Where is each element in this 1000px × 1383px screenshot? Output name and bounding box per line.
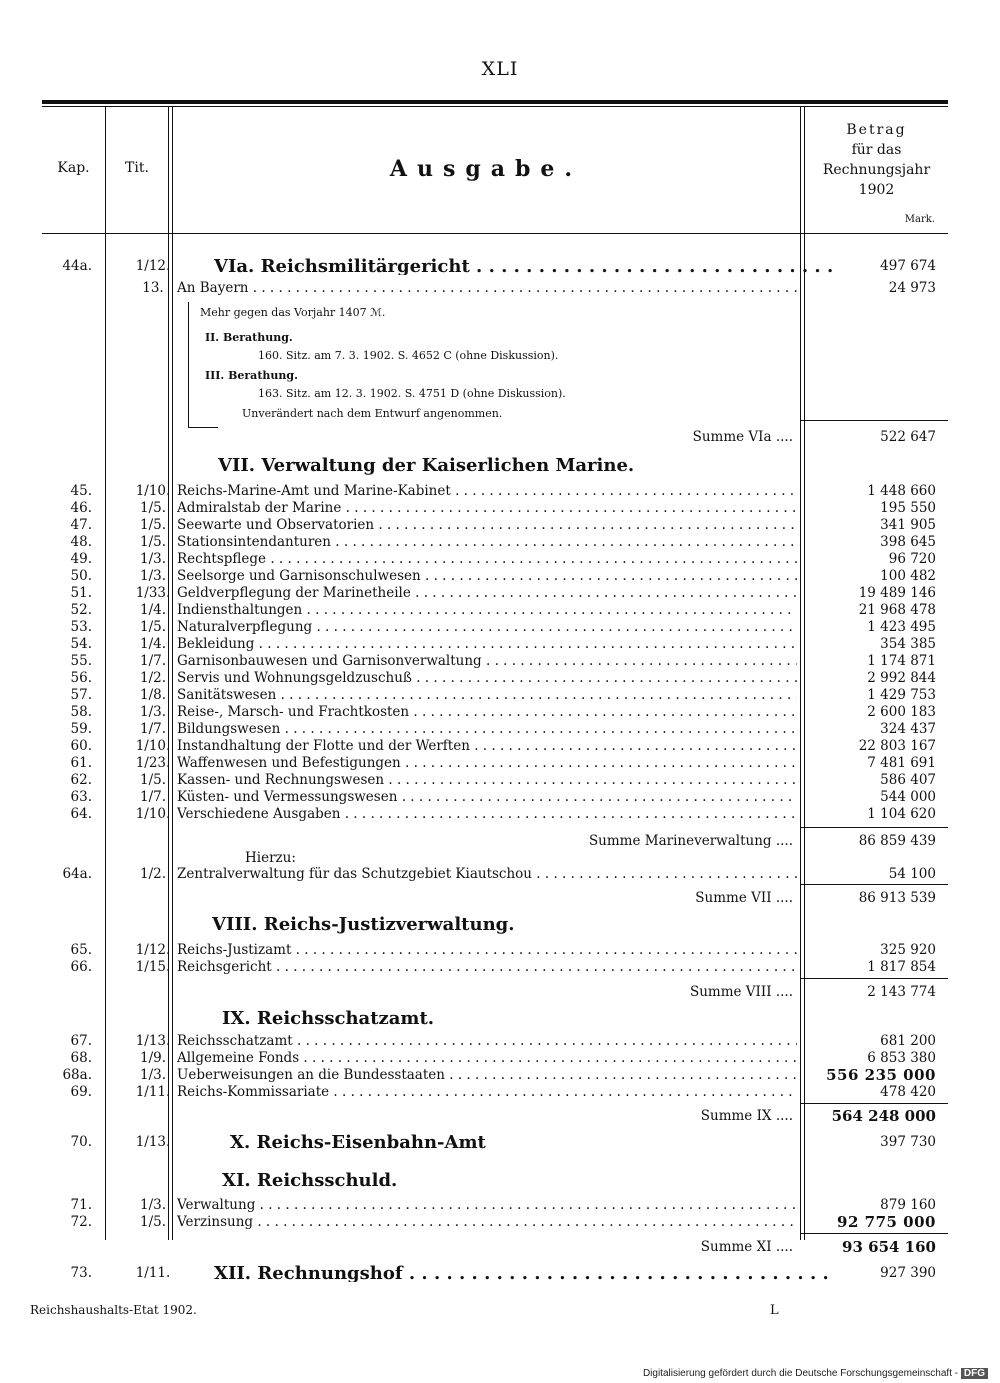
footer-etat: Reichshaushalts-Etat 1902. — [30, 1303, 197, 1317]
kap-cell: 63. — [70, 789, 92, 805]
sum-amount: 2 143 774 — [867, 984, 936, 1000]
tit-cell: 1/3. — [139, 551, 167, 567]
amount-cell: 324 437 — [880, 721, 936, 737]
amount-cell: 556 235 000 — [826, 1066, 936, 1084]
table-row — [42, 1050, 948, 1067]
tit-cell: 1/9. — [139, 1050, 167, 1066]
kap-cell: 70. — [70, 1134, 92, 1150]
header-amount-unit: Mark. — [904, 214, 935, 225]
amount-cell: 341 905 — [880, 517, 936, 533]
label-cell: Ueberweisungen an die Bundesstaaten . . . — [177, 1067, 797, 1084]
label-cell: Seewarte und Observatorien . . . — [177, 517, 797, 534]
table-row — [42, 806, 948, 823]
amount-cell: 1 104 620 — [867, 806, 936, 822]
dfg-credit-text: Digitalisierung gefördert durch die Deutsche Forschungsgemeinschaft - — [642, 1368, 959, 1379]
kap-cell: 58. — [70, 704, 92, 720]
amount-cell: 7 481 691 — [867, 755, 936, 771]
table-row — [42, 1134, 948, 1154]
kap-cell: 73. — [70, 1265, 92, 1281]
label-cell: Verwaltung . . . — [177, 1197, 797, 1214]
label-cell: Zentralverwaltung für das Schutzgebiet Kiautschou . . . — [177, 866, 797, 883]
label-cell: Servis und Wohnungsgeldzuschuß . . . — [177, 670, 797, 687]
tit-cell: 1/7. — [139, 789, 167, 805]
kap-cell: 48. — [70, 534, 92, 550]
kap-cell: 44a. — [62, 258, 92, 274]
label-cell: Bildungswesen . . . — [177, 721, 797, 738]
page-number: XLI — [481, 58, 519, 80]
section-title-vIa: VIa. Reichsmilitärgericht . . . — [214, 258, 834, 275]
tit-cell: 1/3. — [139, 1197, 167, 1213]
note-bracket — [188, 302, 189, 427]
note-third-reading: III. Berathung. — [205, 369, 298, 382]
tit-cell: 1/33. — [135, 585, 171, 601]
table-row — [42, 866, 948, 883]
amount-cell: 354 385 — [880, 636, 936, 652]
tit-cell: 1/8. — [139, 687, 167, 703]
amount-cell: 397 730 — [880, 1134, 936, 1150]
label-cell: Verzinsung . . . — [177, 1214, 797, 1231]
label-cell: Reichsschatzamt . . . — [177, 1033, 797, 1050]
header-amount-l3: Rechnungsjahr — [822, 162, 931, 178]
note-second-reading: II. Berathung. — [205, 331, 293, 344]
note-third-reading-detail: 163. Sitz. am 12. 3. 1902. S. 4751 D (ohne Diskussion). — [258, 387, 566, 400]
note-vorjahr: Mehr gegen das Vorjahr 1407 ℳ. — [200, 306, 386, 319]
table-row — [42, 585, 948, 602]
sum-row — [42, 428, 948, 446]
hierzu-label: Hierzu: — [245, 850, 296, 866]
kap-cell: 60. — [70, 738, 92, 754]
amount-cell: 6 853 380 — [867, 1050, 936, 1066]
tit-cell: 1/5. — [139, 534, 167, 550]
label-cell: Allgemeine Fonds . . . — [177, 1050, 797, 1067]
sum-amount: 93 654 160 — [842, 1238, 936, 1256]
amount-cell: 2 992 844 — [867, 670, 936, 686]
kap-cell: 52. — [70, 602, 92, 618]
tit-cell: 1/7. — [139, 721, 167, 737]
tit-cell: 1/2. — [139, 670, 167, 686]
kap-cell: 64a. — [62, 866, 92, 882]
table-row — [42, 959, 948, 976]
tit-cell: 1/3. — [139, 704, 167, 720]
amount-cell: 96 720 — [888, 551, 936, 567]
header-ausgabe: Ausgabe. — [389, 156, 583, 182]
tit-cell: 1/12. — [135, 942, 171, 958]
table-row — [42, 483, 948, 500]
kap-cell: 49. — [70, 551, 92, 567]
footer-dfg-credit — [643, 1368, 988, 1379]
kap-cell: 45. — [70, 483, 92, 499]
kap-cell: 66. — [70, 959, 92, 975]
header-bottom-rule — [42, 233, 948, 234]
note-second-reading-detail: 160. Sitz. am 7. 3. 1902. S. 4652 C (ohne Diskussion). — [258, 349, 559, 362]
table-row — [42, 636, 948, 653]
header-amount-l2: für das — [851, 142, 902, 158]
kap-cell: 68a. — [62, 1067, 92, 1083]
label-cell: Reichsgericht . . . — [177, 959, 797, 976]
sum-label: Summe Marineverwaltung .... — [588, 833, 793, 849]
tit-cell: 1/11. — [135, 1084, 171, 1100]
amount-cell: 22 803 167 — [858, 738, 936, 754]
amount-cell: 1 448 660 — [867, 483, 936, 499]
kap-cell: 59. — [70, 721, 92, 737]
tit-cell: 1/13. — [135, 1134, 171, 1150]
amount-cell: 2 600 183 — [867, 704, 936, 720]
tit-cell: 1/11. — [135, 1265, 171, 1281]
kap-cell: 47. — [70, 517, 92, 533]
table-row — [42, 1265, 948, 1285]
kap-cell: 65. — [70, 942, 92, 958]
tit-cell: 1/13. — [135, 1033, 171, 1049]
amount-cell: 478 420 — [880, 1084, 936, 1100]
tit-cell: 1/15. — [135, 959, 171, 975]
sum-rule — [800, 420, 948, 421]
sum-amount: 86 859 439 — [858, 833, 936, 849]
amount-cell: 195 550 — [880, 500, 936, 516]
table-row — [42, 721, 948, 738]
sum-label: Summe VIII .... — [689, 984, 793, 1000]
amount-cell: 1 174 871 — [867, 653, 936, 669]
tit-cell: 1/10. — [135, 483, 171, 499]
amount-cell: 1 817 854 — [867, 959, 936, 975]
amount-cell: 681 200 — [880, 1033, 936, 1049]
label-cell: Naturalverpflegung . . . — [177, 619, 797, 636]
table-row — [42, 755, 948, 772]
kap-cell: 64. — [70, 806, 92, 822]
tit-cell: 1/2. — [139, 866, 167, 882]
section-title-xII: XII. Rechnungshof . . . — [214, 1265, 834, 1282]
footer-signature: L — [770, 1303, 779, 1318]
tit-cell: 1/4. — [139, 636, 167, 652]
kap-cell: 72. — [70, 1214, 92, 1230]
table-row — [42, 772, 948, 789]
table-row — [42, 687, 948, 704]
table-row — [42, 602, 948, 619]
dfg-logo: DFG — [961, 1368, 988, 1379]
amount-cell: 92 775 000 — [837, 1213, 936, 1231]
sum-rule — [800, 827, 948, 828]
tit-cell: 1/5. — [139, 772, 167, 788]
sum-row — [42, 889, 948, 907]
sum-rule — [800, 884, 948, 885]
label-cell: Reichs-Marine-Amt und Marine-Kabinet . . . — [177, 483, 797, 500]
label-cell: Seelsorge und Garnisonschulwesen . . . — [177, 568, 797, 585]
label-cell: Reichs-Justizamt . . . — [177, 942, 797, 959]
kap-cell: 51. — [70, 585, 92, 601]
header-rule-thick — [42, 100, 948, 104]
table-row — [42, 258, 948, 278]
table-row — [42, 534, 948, 551]
tit-cell: 1/5. — [139, 1214, 167, 1230]
kap-cell: 67. — [70, 1033, 92, 1049]
table-row — [42, 1214, 948, 1231]
tit-cell: 13. — [142, 280, 164, 296]
section-title-x: X. Reichs-Eisenbahn-Amt — [230, 1134, 486, 1151]
label-cell: Küsten- und Vermessungswesen . . . — [177, 789, 797, 806]
table-row — [42, 1197, 948, 1214]
table-row — [42, 1084, 948, 1101]
kap-cell: 50. — [70, 568, 92, 584]
header-rule-thin — [42, 106, 948, 107]
amount-cell: 544 000 — [880, 789, 936, 805]
sum-label: Summe XI .... — [700, 1239, 793, 1255]
tit-cell: 1/7. — [139, 653, 167, 669]
label-cell: Reise-, Marsch- und Frachtkosten . . . — [177, 704, 797, 721]
table-row — [42, 704, 948, 721]
tit-cell: 1/3. — [139, 568, 167, 584]
label-cell: Kassen- und Rechnungswesen . . . — [177, 772, 797, 789]
sum-rule — [800, 1233, 948, 1234]
sum-row — [42, 983, 948, 1001]
section-title-vIII: VIII. Reichs-Justizverwaltung. — [212, 914, 515, 935]
label-cell: Reichs-Kommissariate . . . — [177, 1084, 797, 1101]
amount-cell: 24 973 — [888, 280, 936, 296]
sum-row — [42, 1238, 948, 1256]
section-title-xI: XI. Reichsschuld. — [222, 1170, 398, 1191]
label-cell: Bekleidung . . . — [177, 636, 797, 653]
header-amount-l1: Betrag — [846, 122, 907, 138]
label-cell: Rechtspflege . . . — [177, 551, 797, 568]
tit-cell: 1/10. — [135, 738, 171, 754]
table-row — [42, 942, 948, 959]
sum-amount: 86 913 539 — [858, 890, 936, 906]
tit-cell: 1/23. — [135, 755, 171, 771]
table-row — [42, 568, 948, 585]
table-row — [42, 1033, 948, 1050]
sum-amount: 564 248 000 — [831, 1107, 936, 1125]
header-amount-l4: 1902 — [858, 182, 895, 198]
amount-cell: 927 390 — [880, 1265, 936, 1281]
section-title-iX: IX. Reichsschatzamt. — [222, 1008, 435, 1029]
tit-cell: 1/5. — [139, 500, 167, 516]
tit-cell: 1/12. — [135, 258, 171, 274]
sum-rule — [800, 978, 948, 979]
label-cell: An Bayern . . . — [177, 280, 797, 297]
amount-cell: 879 160 — [880, 1197, 936, 1213]
label-cell: Admiralstab der Marine . . . — [177, 500, 797, 517]
table-row — [42, 551, 948, 568]
kap-cell: 53. — [70, 619, 92, 635]
tit-cell: 1/3. — [139, 1067, 167, 1083]
amount-cell: 497 674 — [880, 258, 936, 274]
sum-amount: 522 647 — [880, 429, 936, 445]
table-row — [42, 738, 948, 755]
kap-cell: 68. — [70, 1050, 92, 1066]
tit-cell: 1/10. — [135, 806, 171, 822]
note-unchanged: Unverändert nach dem Entwurf angenommen. — [242, 407, 503, 420]
sum-label: Summe VIa .... — [692, 429, 793, 445]
label-cell: Stationsintendanturen . . . — [177, 534, 797, 551]
amount-cell: 325 920 — [880, 942, 936, 958]
sum-rule — [800, 1103, 948, 1104]
table-row — [42, 280, 948, 297]
kap-cell: 57. — [70, 687, 92, 703]
table-row — [42, 619, 948, 636]
table-row — [42, 1067, 948, 1084]
amount-cell: 1 429 753 — [867, 687, 936, 703]
label-cell: Verschiedene Ausgaben . . . — [177, 806, 797, 823]
amount-cell: 54 100 — [888, 866, 936, 882]
label-cell: Indiensthaltungen . . . — [177, 602, 797, 619]
sum-row — [42, 1107, 948, 1125]
header-kap: Kap. — [57, 160, 90, 176]
table-row — [42, 500, 948, 517]
tit-cell: 1/5. — [139, 619, 167, 635]
amount-cell: 100 482 — [880, 568, 936, 584]
label-cell: Geldverpflegung der Marinetheile . . . — [177, 585, 797, 602]
header-tit: Tit. — [125, 160, 149, 176]
amount-cell: 19 489 146 — [858, 585, 936, 601]
kap-cell: 54. — [70, 636, 92, 652]
table-row — [42, 670, 948, 687]
label-cell: Waffenwesen und Befestigungen . . . — [177, 755, 797, 772]
table-row — [42, 517, 948, 534]
table-row — [42, 653, 948, 670]
kap-cell: 61. — [70, 755, 92, 771]
sum-label: Summe VII .... — [695, 890, 793, 906]
amount-cell: 586 407 — [880, 772, 936, 788]
table-row — [42, 789, 948, 806]
amount-cell: 21 968 478 — [858, 602, 936, 618]
tit-cell: 1/4. — [139, 602, 167, 618]
kap-cell: 55. — [70, 653, 92, 669]
sum-label: Summe IX .... — [700, 1108, 793, 1124]
kap-cell: 69. — [70, 1084, 92, 1100]
section-title-vII: VII. Verwaltung der Kaiserlichen Marine. — [218, 455, 635, 476]
tit-cell: 1/5. — [139, 517, 167, 533]
kap-cell: 71. — [70, 1197, 92, 1213]
kap-cell: 56. — [70, 670, 92, 686]
sum-row — [42, 832, 948, 850]
label-cell: Garnisonbauwesen und Garnisonverwaltung . . . — [177, 653, 797, 670]
label-cell: Instandhaltung der Flotte und der Werften . . . — [177, 738, 797, 755]
label-cell: Sanitätswesen . . . — [177, 687, 797, 704]
amount-cell: 1 423 495 — [867, 619, 936, 635]
kap-cell: 62. — [70, 772, 92, 788]
amount-cell: 398 645 — [880, 534, 936, 550]
kap-cell: 46. — [70, 500, 92, 516]
